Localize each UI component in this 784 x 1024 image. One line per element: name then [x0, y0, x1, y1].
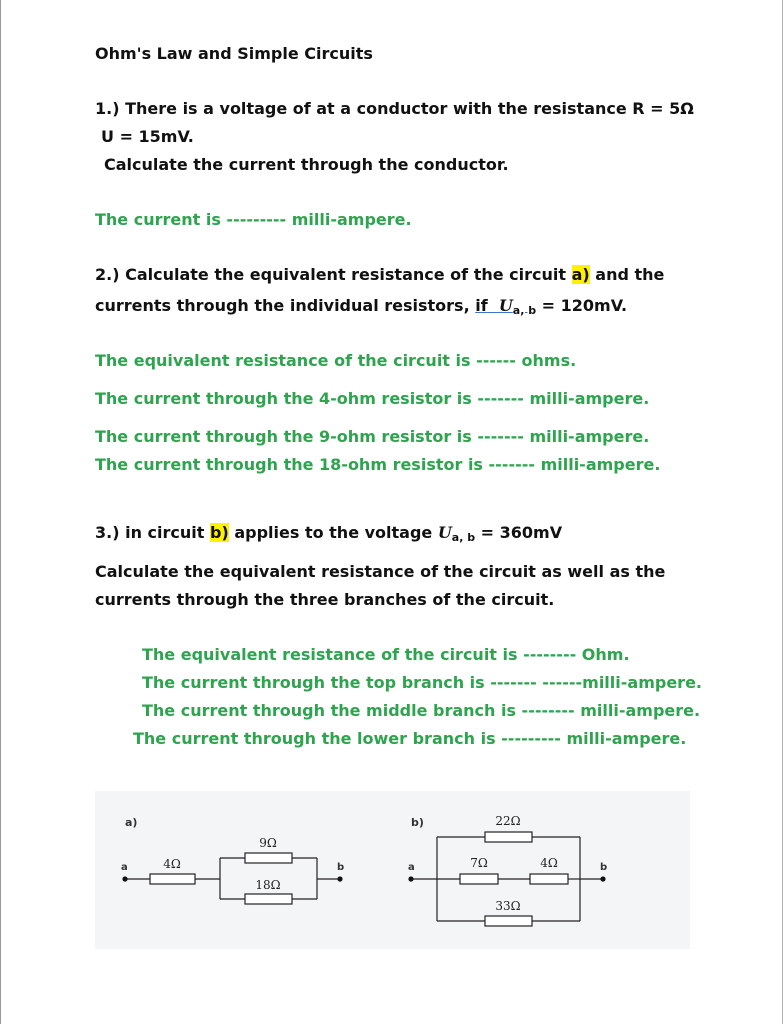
q2-answer-4ohm: The current through the 4-ohm resistor is ------- milli-ampere. [95, 389, 650, 408]
circuit-b-node-a: a [408, 862, 415, 873]
circuit-a-terminal-a [122, 876, 127, 881]
circuit-b-resistor-33 [485, 916, 532, 926]
q3-answer-lower-branch: The current through the lower branch is --------- milli-ampere. [133, 729, 687, 748]
circuit-a-label-9ohm: 9Ω [259, 836, 277, 850]
circuit-b-terminal-b [600, 876, 605, 881]
q3-answer-top-branch: The current through the top branch is ------- ------milli-ampere. [142, 673, 702, 692]
circuit-a [125, 853, 340, 904]
q3-circuit-b-highlight: b) [209, 523, 229, 542]
circuit-a-label-18ohm: 18Ω [255, 878, 281, 892]
q3-line1-text-b: applies to the voltage [228, 523, 438, 542]
q2-answer-9ohm: The current through the 9-ohm resistor is ------- milli-ampere. [95, 427, 650, 446]
q2-answer-equivalent: The equivalent resistance of the circuit is ------ ohms. [95, 351, 577, 370]
q3-answer-equivalent: The equivalent resistance of the circuit is -------- Ohm. [142, 645, 630, 664]
circuit-a-resistor-18 [245, 894, 292, 904]
circuit-a-node-a: a [121, 862, 128, 873]
circuit-b-label-4ohm: 4Ω [540, 856, 558, 870]
q3-line1 [95, 523, 562, 545]
circuit-diagram-panel [95, 791, 690, 949]
page-border-left [0, 0, 1, 1024]
circuit-a-resistor-4 [150, 874, 195, 884]
circuit-b-resistor-7 [460, 874, 498, 884]
circuit-b-label-7ohm: 7Ω [470, 856, 488, 870]
q3-line3: currents through the three branches of the circuit. [95, 590, 555, 609]
q2-line2-text-a: currents through the individual resistors, [95, 296, 476, 315]
q3-voltage-subscript: a, b [451, 531, 476, 544]
q1-line3: Calculate the current through the conductor. [104, 155, 509, 174]
circuit-b-label: b) [411, 816, 424, 829]
q2-line2-text-b: = 120mV. [536, 296, 628, 315]
circuit-a-label: a) [125, 816, 138, 829]
q2-circuit-a-highlight: a) [571, 265, 590, 284]
page-title: Ohm's Law and Simple Circuits [95, 44, 373, 63]
q2-line1-text-b: and the [589, 265, 665, 284]
circuit-a-resistor-9 [245, 853, 292, 863]
q1-line1: 1.) There is a voltage of at a conductor with the resistance R = 5Ω [95, 99, 694, 118]
circuit-b-label-22ohm: 22Ω [495, 814, 521, 828]
q2-line1-text-a: 2.) Calculate the equivalent resistance of the circuit [95, 265, 572, 284]
q3-line1-text-c: = 360mV [475, 523, 563, 542]
q3-line1-text-a: 3.) in circuit [95, 523, 210, 542]
q2-voltage-subscript: a, b [512, 304, 537, 317]
q2-voltage-symbol: U [498, 296, 513, 315]
circuit-b-label-33ohm: 33Ω [495, 899, 521, 913]
q2-if-link[interactable] [475, 296, 536, 315]
circuit-b-resistor-4 [530, 874, 568, 884]
circuit-diagrams-svg [95, 791, 690, 949]
q3-answer-middle-branch: The current through the middle branch is -------- milli-ampere. [142, 701, 701, 720]
q1-answer: The current is --------- milli-ampere. [95, 210, 412, 229]
circuit-a-label-4ohm: 4Ω [163, 857, 181, 871]
q3-line2: Calculate the equivalent resistance of the circuit as well as the [95, 562, 666, 581]
q2-answer-18ohm: The current through the 18-ohm resistor is ------- milli-ampere. [95, 455, 661, 474]
circuit-b-node-b: b [600, 862, 608, 873]
q2-line1 [95, 265, 664, 285]
q1-line2: U = 15mV. [101, 127, 194, 146]
circuit-b-resistor-22 [485, 832, 532, 842]
q2-line2 [95, 296, 627, 318]
q3-voltage-symbol: U [437, 523, 452, 542]
q2-if-word: if [475, 296, 488, 315]
circuit-a-node-b: b [337, 862, 345, 873]
circuit-b-terminal-a [408, 876, 413, 881]
page-border-right [782, 0, 783, 1024]
circuit-a-terminal-b [337, 876, 342, 881]
